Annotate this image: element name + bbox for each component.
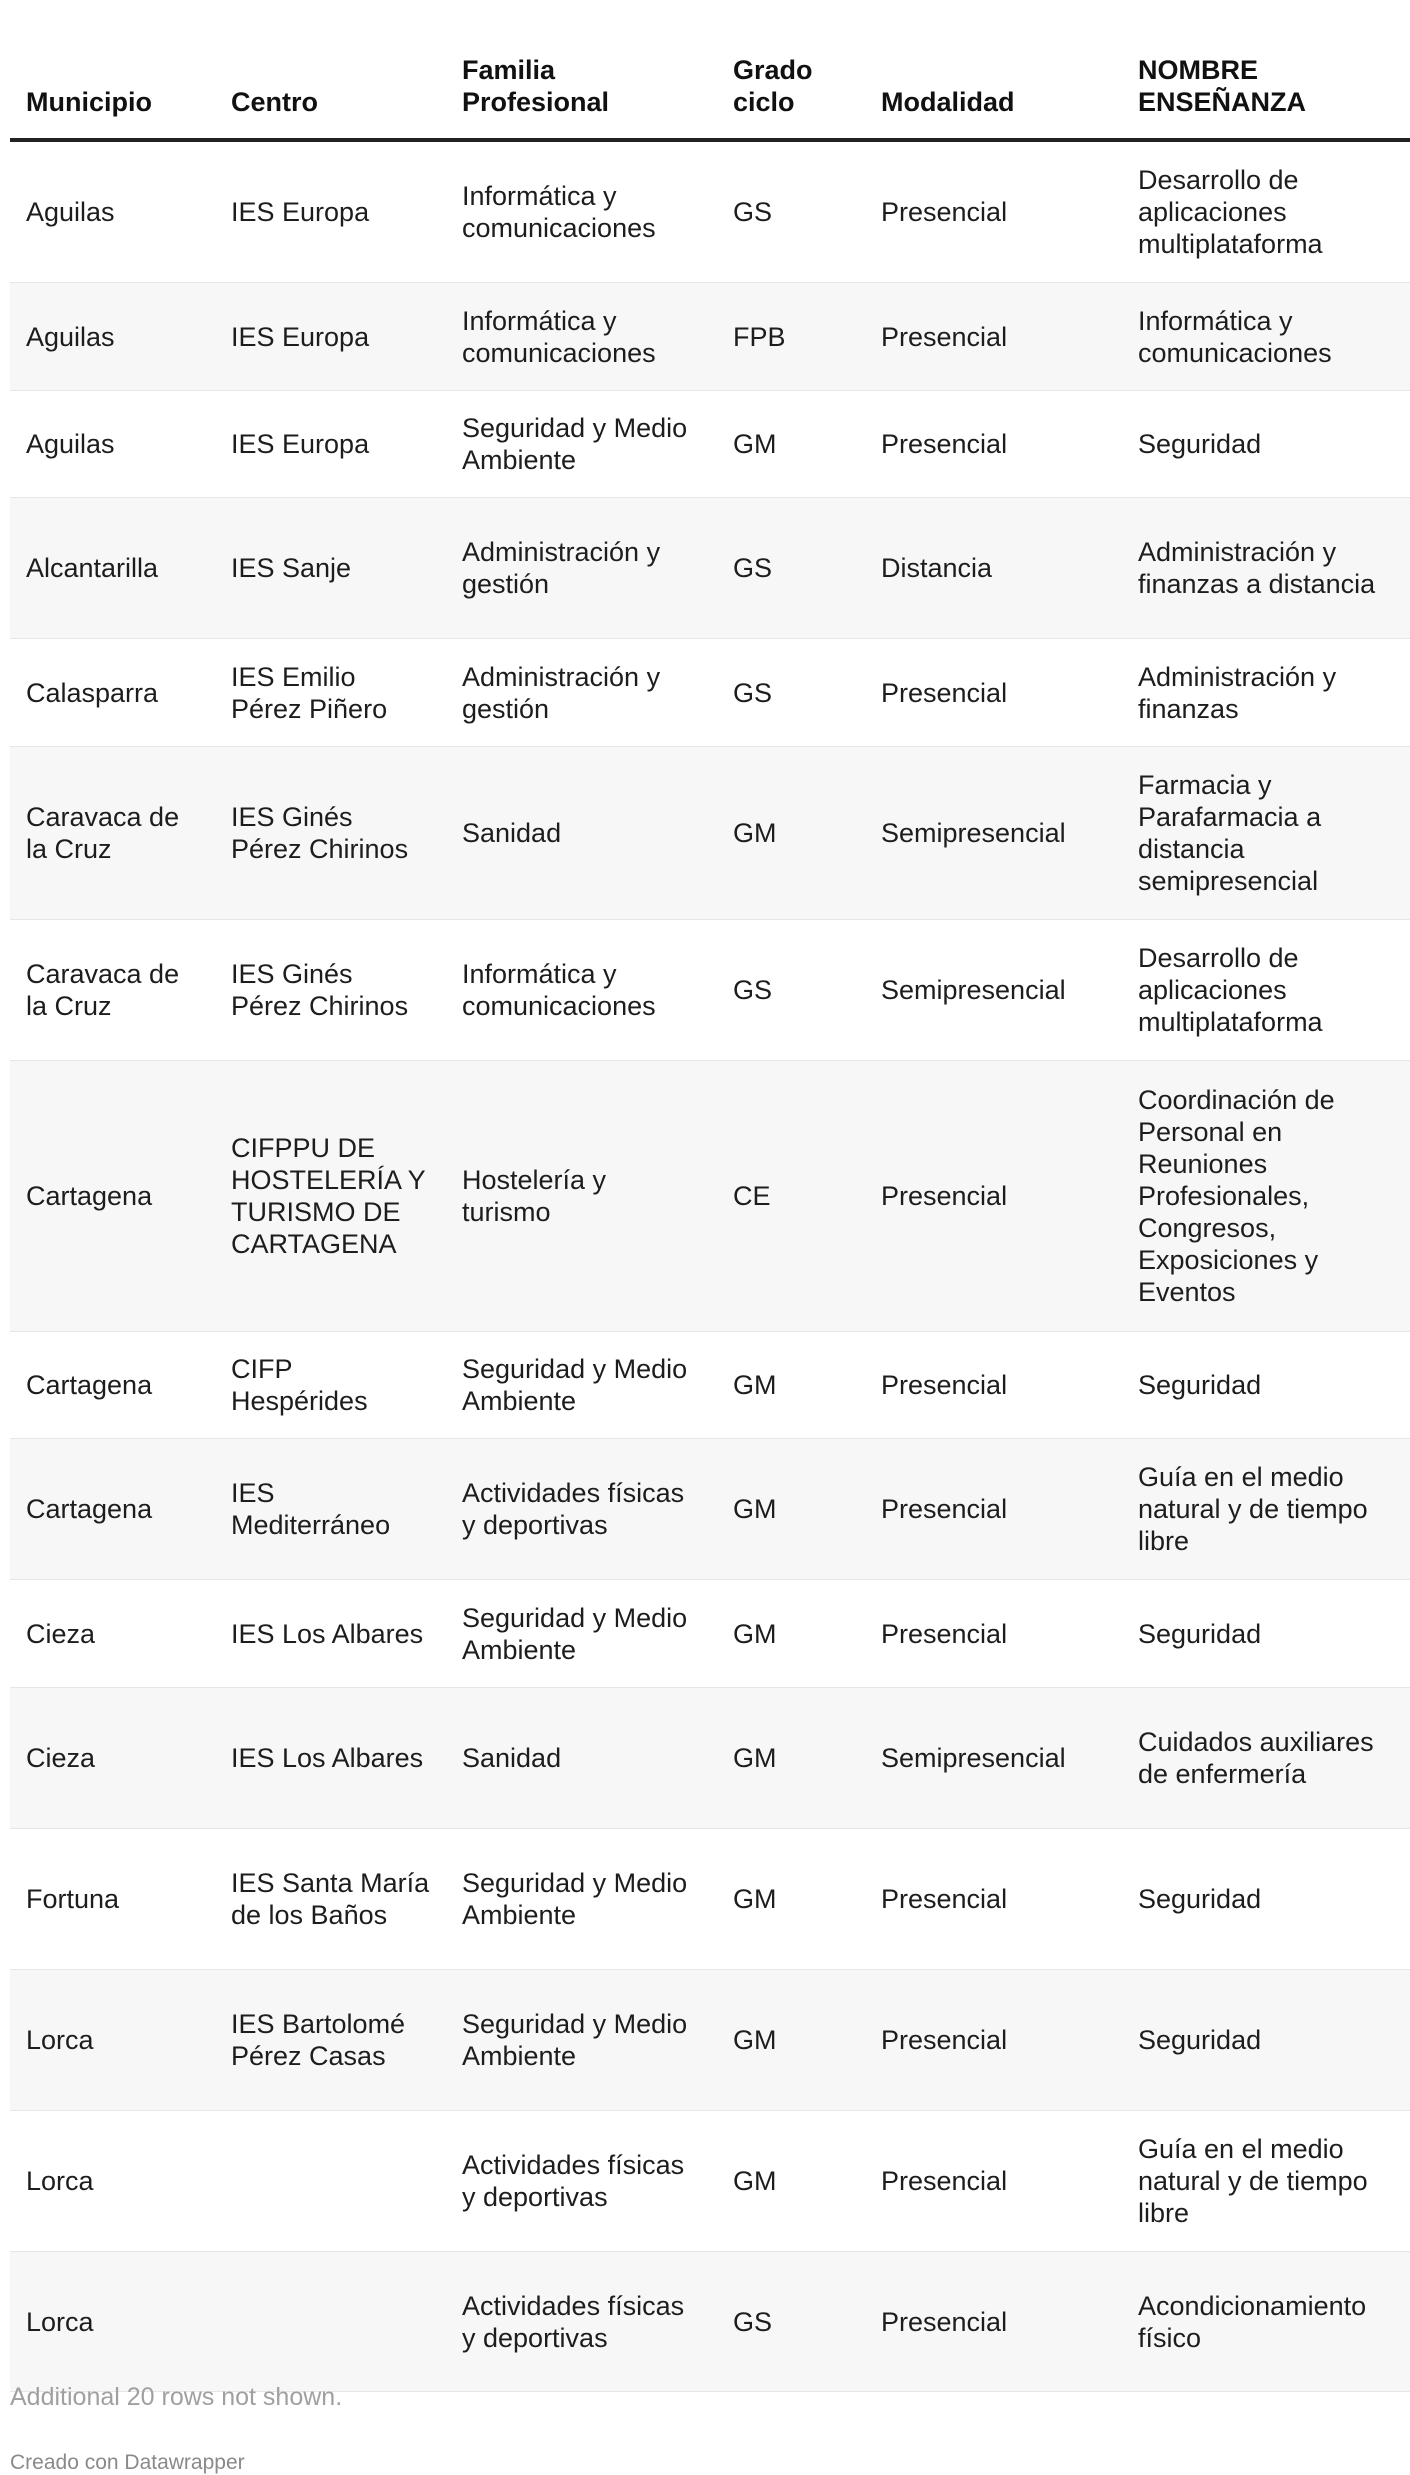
- cell-familia-profesional: Informática y comunicaciones: [446, 283, 717, 391]
- cell-centro: IES Europa: [215, 283, 446, 391]
- cell-grado-ciclo: GS: [717, 920, 865, 1061]
- cell-nombre-ensenanza: Administración y finanzas a distancia: [1122, 498, 1410, 639]
- cell-nombre-ensenanza: Guía en el medio natural y de tiempo libre: [1122, 1439, 1410, 1580]
- cell-modalidad: Presencial: [865, 391, 1122, 498]
- column-header-modalidad[interactable]: Modalidad: [865, 42, 1122, 140]
- cell-modalidad: Presencial: [865, 140, 1122, 283]
- cell-nombre-ensenanza: Administración y finanzas: [1122, 639, 1410, 747]
- cell-grado-ciclo: GM: [717, 1970, 865, 2111]
- cell-grado-ciclo: GM: [717, 1439, 865, 1580]
- cell-municipio: Fortuna: [10, 1829, 215, 1970]
- cell-nombre-ensenanza: Seguridad: [1122, 1580, 1410, 1688]
- cell-modalidad: Presencial: [865, 2111, 1122, 2252]
- cell-modalidad: Presencial: [865, 1580, 1122, 1688]
- cell-grado-ciclo: CE: [717, 1061, 865, 1332]
- cell-centro: IES Santa María de los Baños: [215, 1829, 446, 1970]
- table-row: [10, 1061, 1410, 1332]
- cell-modalidad: Presencial: [865, 2252, 1122, 2392]
- cell-familia-profesional: Informática y comunicaciones: [446, 920, 717, 1061]
- table-row: [10, 140, 1410, 283]
- cell-centro: CIFP Hespérides: [215, 1332, 446, 1439]
- rows-not-shown-note: Additional 20 rows not shown.: [10, 2383, 343, 2411]
- cell-modalidad: Presencial: [865, 1829, 1122, 1970]
- cell-nombre-ensenanza: Seguridad: [1122, 1970, 1410, 2111]
- header-row: [10, 42, 1410, 140]
- cell-centro: IES Ginés Pérez Chirinos: [215, 920, 446, 1061]
- cell-modalidad: Distancia: [865, 498, 1122, 639]
- cell-centro: IES Mediterráneo: [215, 1439, 446, 1580]
- cell-grado-ciclo: GM: [717, 1829, 865, 1970]
- cell-municipio: Cartagena: [10, 1332, 215, 1439]
- column-header-nombre-ensenanza[interactable]: NOMBRE ENSEÑANZA: [1122, 42, 1410, 140]
- cell-municipio: Caravaca de la Cruz: [10, 747, 215, 920]
- column-header-grado-ciclo[interactable]: Grado ciclo: [717, 42, 865, 140]
- table-row: [10, 498, 1410, 639]
- cell-centro: IES Bartolomé Pérez Casas: [215, 1970, 446, 2111]
- cell-centro: IES Europa: [215, 140, 446, 283]
- table-row: [10, 1439, 1410, 1580]
- cell-municipio: Aguilas: [10, 283, 215, 391]
- cell-familia-profesional: Actividades físicas y deportivas: [446, 1439, 717, 1580]
- cell-municipio: Cartagena: [10, 1439, 215, 1580]
- cell-municipio: Lorca: [10, 2252, 215, 2392]
- cell-familia-profesional: Administración y gestión: [446, 498, 717, 639]
- cell-nombre-ensenanza: Cuidados auxiliares de enfermería: [1122, 1688, 1410, 1829]
- cell-municipio: Aguilas: [10, 391, 215, 498]
- cell-modalidad: Presencial: [865, 1061, 1122, 1332]
- cell-familia-profesional: Informática y comunicaciones: [446, 140, 717, 283]
- cell-modalidad: Semipresencial: [865, 747, 1122, 920]
- cell-municipio: Lorca: [10, 2111, 215, 2252]
- cell-centro: IES Los Albares: [215, 1580, 446, 1688]
- table-row: [10, 391, 1410, 498]
- cell-municipio: Cartagena: [10, 1061, 215, 1332]
- cell-centro: IES Ginés Pérez Chirinos: [215, 747, 446, 920]
- table-row: [10, 1970, 1410, 2111]
- cell-nombre-ensenanza: Informática y comunicaciones: [1122, 283, 1410, 391]
- cell-grado-ciclo: GS: [717, 639, 865, 747]
- cell-municipio: Calasparra: [10, 639, 215, 747]
- cell-grado-ciclo: GS: [717, 2252, 865, 2392]
- cell-familia-profesional: Seguridad y Medio Ambiente: [446, 1970, 717, 2111]
- cell-nombre-ensenanza: Farmacia y Parafarmacia a distancia semipresencial: [1122, 747, 1410, 920]
- cell-centro: [215, 2252, 446, 2392]
- table-header: [10, 42, 1410, 140]
- cell-centro: IES Los Albares: [215, 1688, 446, 1829]
- cell-nombre-ensenanza: Guía en el medio natural y de tiempo libre: [1122, 2111, 1410, 2252]
- cell-familia-profesional: Seguridad y Medio Ambiente: [446, 391, 717, 498]
- cell-municipio: Cieza: [10, 1580, 215, 1688]
- datawrapper-credit: Creado con Datawrapper: [10, 2451, 245, 2474]
- cell-municipio: Cieza: [10, 1688, 215, 1829]
- cell-centro: [215, 2111, 446, 2252]
- table-row: [10, 639, 1410, 747]
- table-body: [10, 140, 1410, 2392]
- table-row: [10, 920, 1410, 1061]
- cell-grado-ciclo: GM: [717, 1688, 865, 1829]
- cell-grado-ciclo: GM: [717, 1580, 865, 1688]
- cell-familia-profesional: Actividades físicas y deportivas: [446, 2252, 717, 2392]
- cell-familia-profesional: Hostelería y turismo: [446, 1061, 717, 1332]
- cell-nombre-ensenanza: Seguridad: [1122, 391, 1410, 498]
- table-row: [10, 2111, 1410, 2252]
- cell-nombre-ensenanza: Acondicionamiento físico: [1122, 2252, 1410, 2392]
- cell-grado-ciclo: GM: [717, 391, 865, 498]
- cell-familia-profesional: Sanidad: [446, 1688, 717, 1829]
- cell-grado-ciclo: GS: [717, 498, 865, 639]
- cell-centro: IES Europa: [215, 391, 446, 498]
- cell-familia-profesional: Seguridad y Medio Ambiente: [446, 1332, 717, 1439]
- cell-familia-profesional: Seguridad y Medio Ambiente: [446, 1580, 717, 1688]
- cell-municipio: Aguilas: [10, 140, 215, 283]
- cell-nombre-ensenanza: Seguridad: [1122, 1829, 1410, 1970]
- cell-centro: IES Sanje: [215, 498, 446, 639]
- table-row: [10, 1829, 1410, 1970]
- column-header-familia-profesional[interactable]: Familia Profesional: [446, 42, 717, 140]
- table-row: [10, 2252, 1410, 2392]
- cell-modalidad: Presencial: [865, 283, 1122, 391]
- cell-grado-ciclo: GM: [717, 747, 865, 920]
- cell-nombre-ensenanza: Desarrollo de aplicaciones multiplataforma: [1122, 140, 1410, 283]
- cell-nombre-ensenanza: Desarrollo de aplicaciones multiplataforma: [1122, 920, 1410, 1061]
- cell-modalidad: Presencial: [865, 1439, 1122, 1580]
- cell-nombre-ensenanza: Seguridad: [1122, 1332, 1410, 1439]
- cell-municipio: Alcantarilla: [10, 498, 215, 639]
- cell-centro: CIFPPU DE HOSTELERÍA Y TURISMO DE CARTAGENA: [215, 1061, 446, 1332]
- cell-familia-profesional: Administración y gestión: [446, 639, 717, 747]
- column-header-centro[interactable]: Centro: [215, 42, 446, 140]
- cell-grado-ciclo: GS: [717, 140, 865, 283]
- cell-municipio: Caravaca de la Cruz: [10, 920, 215, 1061]
- data-table: [10, 42, 1410, 2392]
- cell-nombre-ensenanza: Coordinación de Personal en Reuniones Profesionales, Congresos, Exposiciones y Eventos: [1122, 1061, 1410, 1332]
- table-row: [10, 747, 1410, 920]
- table-row: [10, 283, 1410, 391]
- cell-municipio: Lorca: [10, 1970, 215, 2111]
- table-row: [10, 1580, 1410, 1688]
- cell-grado-ciclo: GM: [717, 1332, 865, 1439]
- cell-familia-profesional: Actividades físicas y deportivas: [446, 2111, 717, 2252]
- table-row: [10, 1332, 1410, 1439]
- cell-grado-ciclo: FPB: [717, 283, 865, 391]
- cell-familia-profesional: Seguridad y Medio Ambiente: [446, 1829, 717, 1970]
- cell-modalidad: Semipresencial: [865, 1688, 1122, 1829]
- cell-modalidad: Presencial: [865, 1970, 1122, 2111]
- cell-familia-profesional: Sanidad: [446, 747, 717, 920]
- cell-modalidad: Presencial: [865, 639, 1122, 747]
- cell-centro: IES Emilio Pérez Piñero: [215, 639, 446, 747]
- cell-grado-ciclo: GM: [717, 2111, 865, 2252]
- column-header-municipio[interactable]: Municipio: [10, 42, 215, 140]
- cell-modalidad: Presencial: [865, 1332, 1122, 1439]
- table-row: [10, 1688, 1410, 1829]
- cell-modalidad: Semipresencial: [865, 920, 1122, 1061]
